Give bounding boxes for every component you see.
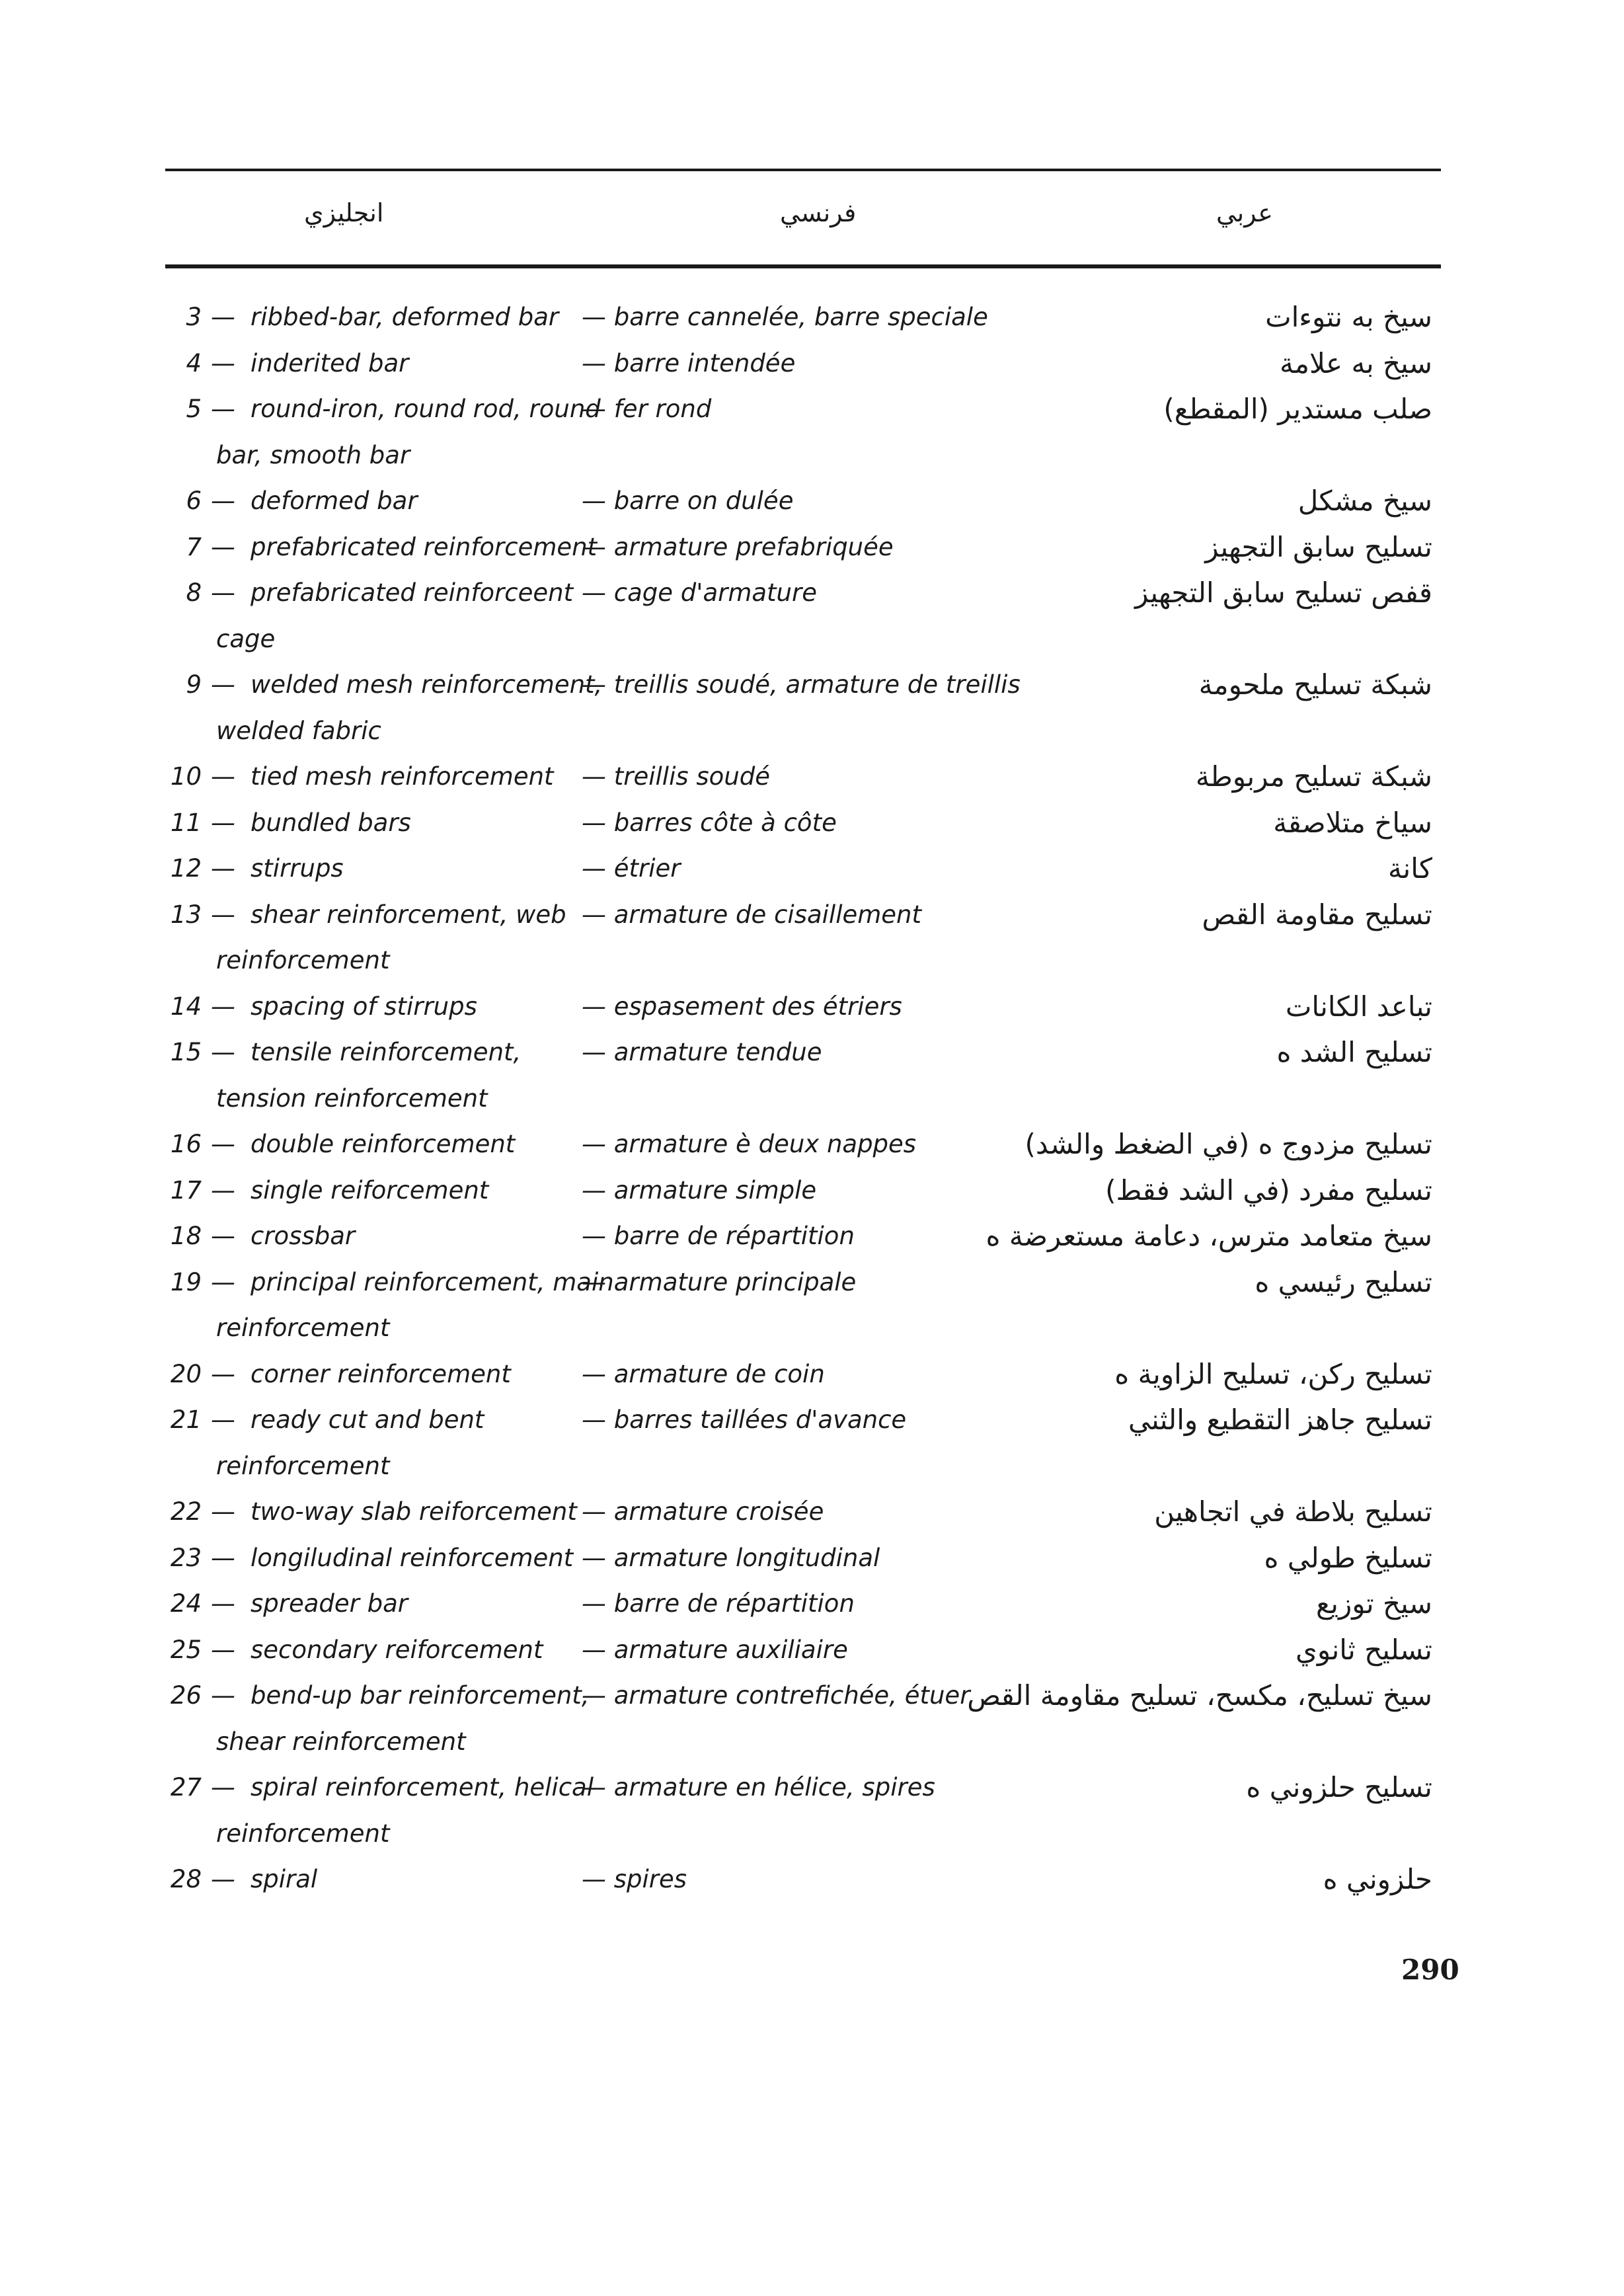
entry-dash: — [211,348,235,377]
glossary-row [0,1673,1624,1764]
english-term-line: reinforcement [216,1451,390,1480]
french-term: — armature croisée [582,1497,824,1526]
glossary-row [0,984,1624,1030]
entry-dash: — [211,1497,235,1526]
glossary-row [0,1351,1624,1398]
entry-number: 11 [170,808,202,837]
french-term: — barre cannelée, barre speciale [582,303,988,331]
french-term: — armature principale [582,1267,857,1296]
english-term [139,1397,562,1489]
english-term-line: welded fabric [216,716,381,745]
english-term [139,386,601,478]
english-term [139,1351,562,1398]
english-term-line: ribbed-bar, deformed bar [251,303,559,331]
french-term: — barre de répartition [582,1589,855,1618]
french-term: — armature prefabriquée [582,532,894,561]
arabic-term: شبكة تسليح ملحومة [1198,668,1432,701]
english-term [139,1489,577,1535]
english-term-line: secondary reiforcement [251,1635,543,1664]
arabic-term: تسليح مقاومة القص [1202,898,1432,931]
english-term [139,294,562,340]
arabic-term: سيخ توزيع [1315,1587,1432,1620]
english-term-line: single reiforcement [251,1175,489,1205]
glossary-row [0,1259,1624,1351]
english-term-line: reinforcement [216,946,390,974]
entry-number: 24 [170,1589,202,1618]
arabic-term: تسليح سابق التجهيز [1205,530,1432,563]
french-term: — barres côte à côte [582,808,837,837]
arabic-term: سيخ متعامد مترس، دعامة مستعرضة ه [986,1220,1432,1252]
arabic-term: سيخ تسليح، مكسح، تسليح مقاومة القص [967,1679,1432,1712]
entry-number: 26 [170,1681,202,1710]
entry-number: 13 [170,900,202,929]
english-term-line: tensile reinforcement, [251,1038,522,1066]
english-term-line: spiral reinforcement, helical [251,1773,594,1801]
arabic-term: سيخ مشكل [1297,485,1432,517]
entry-number: 9 [186,670,202,699]
english-term [139,570,574,662]
entry-number: 28 [170,1865,202,1893]
english-term [139,340,562,387]
english-term-line: spacing of stirrups [251,992,477,1021]
entry-dash: — [211,532,235,561]
english-term [139,1121,562,1168]
french-term: — barre de répartition [582,1222,855,1250]
entry-dash: — [211,1635,235,1664]
french-term: — armature de coin [582,1359,825,1388]
entry-number: 3 [186,303,202,331]
arabic-term: تسليح مزدوج ه (في الضغط والشد) [1025,1128,1432,1160]
glossary-row [0,1535,1624,1581]
arabic-term: سيخ به علامة [1279,346,1432,379]
glossary-row [0,1213,1624,1259]
glossary-row [0,478,1624,524]
glossary-row [0,892,1624,984]
french-term: — étrier [582,854,681,883]
entry-dash: — [211,762,235,791]
entry-dash: — [211,1130,235,1158]
glossary-entries [0,294,1624,1903]
english-term [139,1673,590,1764]
english-term [139,1259,614,1351]
english-term [139,1029,562,1121]
header-top-rule [165,169,1441,171]
english-term-line: welded mesh reinforcement, [251,670,603,699]
entry-dash: — [211,1589,235,1618]
arabic-term: سياخ متلاصقة [1273,806,1432,839]
french-term: — spires [582,1865,687,1893]
glossary-row [0,1168,1624,1214]
entry-dash: — [211,1359,235,1388]
english-term-line: prefabricated reinforcement [251,532,598,561]
entry-number: 4 [186,348,202,377]
arabic-term: شبكة تسليح مربوطة [1195,760,1432,793]
french-term: — barres taillées d'avance [582,1405,907,1434]
english-term [139,984,562,1030]
english-term-line: principal reinforcement, main [251,1267,614,1296]
arabic-term: صلب مستدير (المقطع) [1163,393,1432,425]
entry-dash: — [211,578,235,607]
entry-number: 14 [170,992,202,1021]
header-french: فرنسي [780,198,857,227]
entry-dash: — [211,1543,235,1572]
entry-number: 20 [170,1359,202,1388]
entry-number: 15 [170,1038,202,1066]
entry-dash: — [211,1222,235,1250]
arabic-term: حلزوني ه [1323,1863,1432,1895]
arabic-term: تسليح بلاطة في اتجاهين [1154,1495,1432,1528]
glossary-row [0,1121,1624,1168]
english-term [139,1856,562,1903]
glossary-row [0,1397,1624,1489]
english-term-line: round-iron, round rod, round [251,395,601,423]
english-term-line: deformed bar [251,487,418,515]
french-term: — armature de cisaillement [582,900,922,929]
english-term-line: stirrups [251,854,344,883]
english-term-line: bend-up bar reinforcement, [251,1681,590,1710]
french-term: — armature auxiliaire [582,1635,848,1664]
entry-dash: — [211,1865,235,1893]
glossary-row [0,386,1624,478]
french-term: — treillis soudé, armature de treillis [582,670,1021,699]
entry-dash: — [211,854,235,883]
arabic-term: تسليح رئيسي ه [1255,1265,1432,1298]
arabic-term: تسليح ركن، تسليح الزاوية ه [1114,1357,1432,1390]
entry-number: 23 [170,1543,202,1572]
english-term-line: prefabricated reinforceent [251,578,574,607]
arabic-term: تسليخ طولي ه [1264,1541,1432,1574]
entry-dash: — [211,900,235,929]
english-term-line: spreader bar [251,1589,408,1618]
page-number: 290 [1401,1954,1459,1986]
arabic-term: قفص تسليح سابق التجهيز [1135,576,1432,609]
english-term [139,800,562,846]
glossary-row [0,1627,1624,1673]
entry-number: 22 [170,1497,202,1526]
french-term: — armature en hélice, spires [582,1773,935,1801]
glossary-row [0,524,1624,571]
english-term [139,1581,562,1627]
entry-dash: — [211,808,235,837]
arabic-term: كانة [1388,852,1432,885]
glossary-row [0,1029,1624,1121]
english-term [139,1213,562,1259]
entry-dash: — [211,395,235,423]
english-term-line: inderited bar [251,348,409,377]
entry-number: 21 [170,1405,202,1434]
french-term: — armature tendue [582,1038,822,1066]
entry-number: 19 [170,1267,202,1296]
glossary-row [0,846,1624,892]
entry-number: 27 [170,1773,202,1801]
glossary-row [0,662,1624,754]
arabic-term: تباعد الكانات [1285,990,1432,1023]
glossary-row [0,754,1624,800]
french-term: — barre on dulée [582,487,794,515]
english-term [139,1535,574,1581]
english-term-line: tension reinforcement [216,1084,488,1113]
glossary-row [0,800,1624,846]
entry-dash: — [211,1038,235,1066]
french-term: — armature longitudinal [582,1543,880,1572]
arabic-term: سيخ به نتوءات [1265,301,1432,333]
english-term [139,478,562,524]
entry-number: 16 [170,1130,202,1158]
arabic-term: تسليح حلزوني ه [1246,1771,1432,1803]
english-term [139,1627,562,1673]
french-term: — armature è deux nappes [582,1130,917,1158]
entry-dash: — [211,1267,235,1296]
header-bottom-rule [165,264,1441,268]
english-term-line: shear reinforcement, web [251,900,566,929]
glossary-row [0,570,1624,662]
english-term [139,1168,562,1214]
english-term-line: longiludinal reinforcement [251,1543,574,1572]
arabic-term: تسليح مفرد (في الشد فقط) [1105,1173,1432,1207]
english-term [139,524,598,571]
entry-number: 7 [186,532,202,561]
entry-dash: — [211,303,235,331]
entry-number: 10 [170,762,202,791]
entry-dash: — [211,1681,235,1710]
french-term: — fer rond [582,395,712,423]
french-term: — treillis soudé [582,762,771,791]
english-term [139,1764,594,1856]
glossary-row [0,1764,1624,1856]
english-term-line: ready cut and bent [251,1405,484,1434]
entry-dash: — [211,1773,235,1801]
entry-number: 17 [170,1175,202,1205]
english-term-line: crossbar [251,1222,356,1250]
french-term: — armature simple [582,1175,817,1205]
french-term: — barre intendée [582,348,796,377]
entry-number: 18 [170,1222,202,1250]
english-term-line: shear reinforcement [216,1727,466,1756]
english-term-line: reinforcement [216,1314,390,1342]
glossary-row [0,1856,1624,1903]
entry-dash: — [211,1175,235,1205]
arabic-term: تسليح ثانوي [1295,1633,1432,1666]
header-arabic: عربي [1216,198,1273,227]
glossary-row [0,1581,1624,1627]
french-term: — armature contrefichée, étuer [582,1681,970,1710]
glossary-row [0,1489,1624,1535]
english-term [139,846,562,892]
glossary-row [0,294,1624,340]
entry-number: 8 [186,578,202,607]
entry-dash: — [211,487,235,515]
entry-number: 12 [170,854,202,883]
entry-dash: — [211,1405,235,1434]
french-term: — cage d'armature [582,578,817,607]
english-term-line: spiral [251,1865,318,1893]
entry-number: 25 [170,1635,202,1664]
header-english: انجليزي [304,198,384,227]
arabic-term: تسليح الشد ه [1276,1036,1432,1068]
english-term-line: bundled bars [251,808,411,837]
english-term-line: cage [216,624,276,653]
entry-number: 5 [186,395,202,423]
english-term [139,892,566,984]
arabic-term: تسليح جاهز التقطيع والثني [1128,1404,1432,1436]
french-term: — espasement des étriers [582,992,902,1021]
entry-dash: — [211,670,235,699]
english-term [139,662,603,754]
english-term-line: double reinforcement [251,1130,516,1158]
entry-number: 6 [186,487,202,515]
entry-dash: — [211,992,235,1021]
english-term-line: reinforcement [216,1819,390,1848]
english-term-line: tied mesh reinforcement [251,762,554,791]
glossary-row [0,340,1624,387]
english-term-line: corner reinforcement [251,1359,511,1388]
english-term-line: bar, smooth bar [216,440,410,469]
english-term-line: two-way slab reiforcement [251,1497,577,1526]
english-term [139,754,562,800]
